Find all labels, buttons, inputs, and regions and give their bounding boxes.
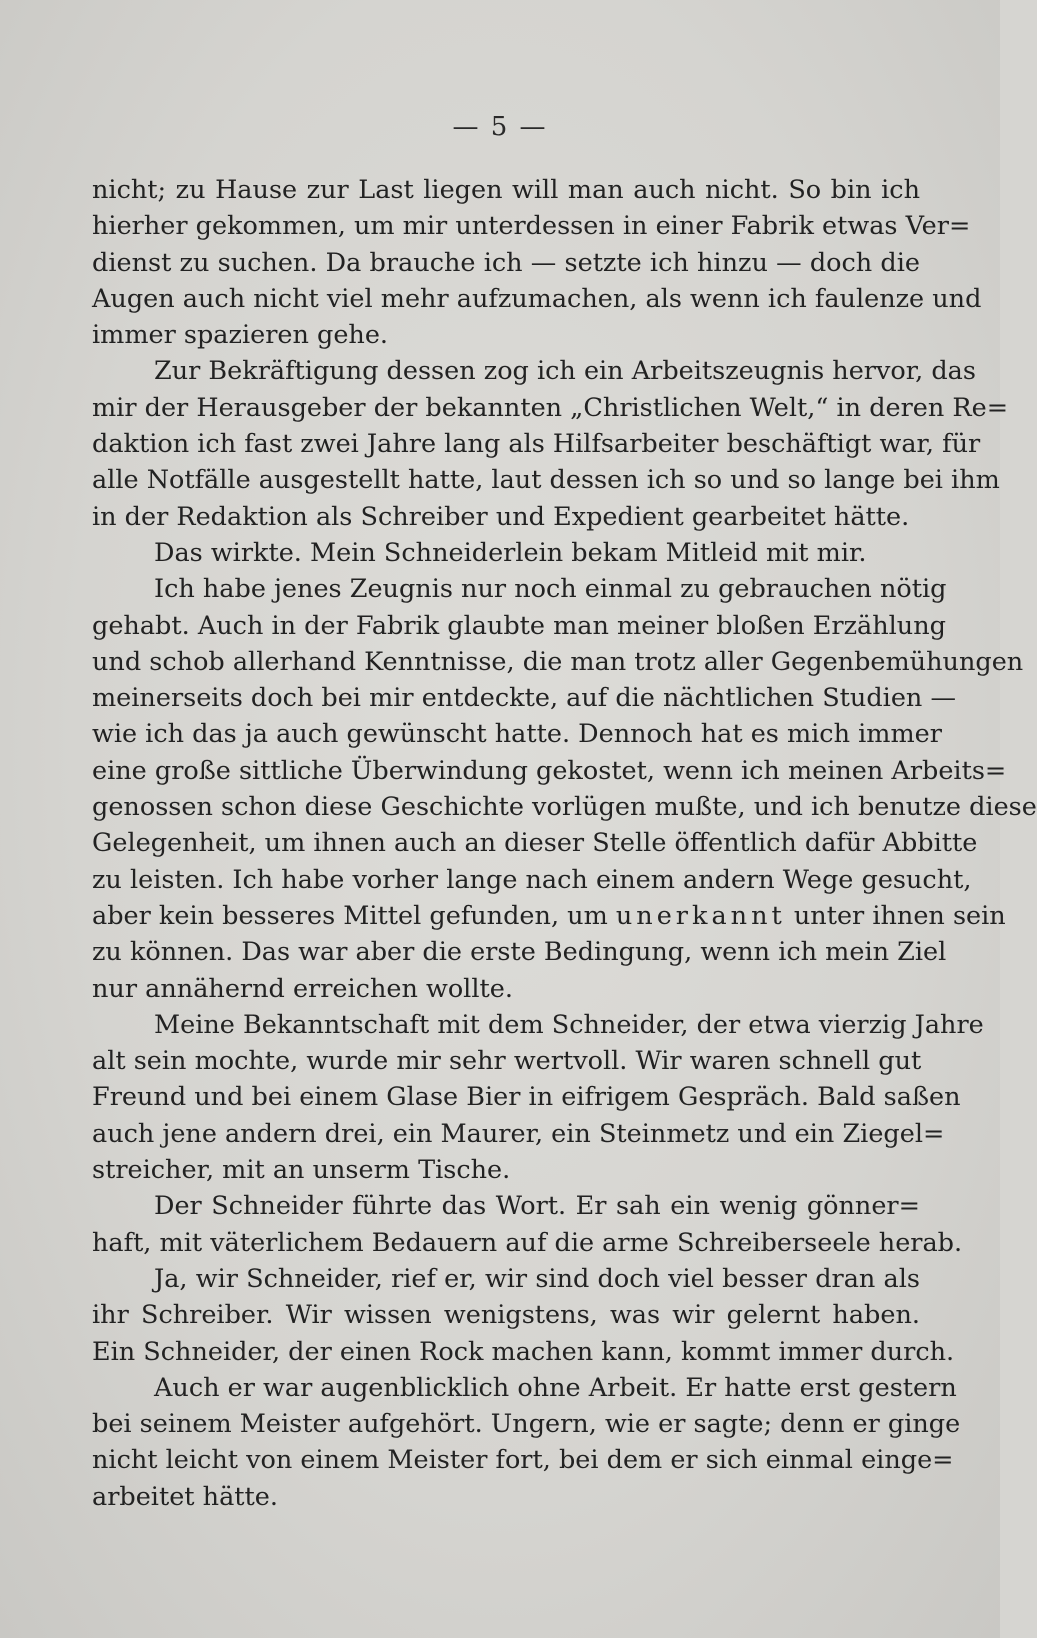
paragraph-start-line: Meine Bekanntschaft mit dem Schneider, der etwa vierzig Jahre bbox=[154, 1009, 984, 1040]
text-line-with-emphasis bbox=[92, 898, 1006, 934]
text-line: meinerseits doch bei mir entdeckte, auf die nächtlichen Studien — bbox=[92, 683, 956, 714]
text-line: dienst zu suchen. Da brauche ich — setzte ich hinzu — doch die bbox=[92, 247, 920, 278]
text-line: nicht leicht von einem Meister fort, bei dem er sich einmal einge= bbox=[92, 1445, 954, 1476]
text-line: Freund und bei einem Glase Bier in eifrigem Gespräch. Bald saßen bbox=[92, 1082, 961, 1113]
text-line: zu können. Das war aber die erste Bedingung, wenn ich mein Ziel bbox=[92, 937, 947, 968]
paragraph-start-line: Der Schneider führte das Wort. Er sah ein wenig gönner= bbox=[154, 1191, 920, 1222]
paragraph-start-line: Zur Bekräftigung dessen zog ich ein Arbeitszeugnis hervor, das bbox=[154, 356, 976, 387]
text-line: und schob allerhand Kenntnisse, die man trotz aller Gegenbemühungen bbox=[92, 646, 1024, 677]
text-line: ihr Schreiber. Wir wissen wenigstens, was wir gelernt haben. bbox=[92, 1300, 920, 1331]
text-line: Ein Schneider, der einen Rock machen kann, kommt immer durch. bbox=[92, 1336, 955, 1367]
text-line: in der Redaktion als Schreiber und Expedient gearbeitet hätte. bbox=[92, 501, 910, 532]
text-line: immer spazieren gehe. bbox=[92, 320, 389, 351]
line-start: aber kein besseres Mittel gefunden, um bbox=[92, 900, 608, 931]
line-end: unter ihnen sein bbox=[793, 900, 1006, 931]
text-line: wie ich das ja auch gewünscht hatte. Dennoch hat es mich immer bbox=[92, 719, 942, 750]
paragraph-start-line: Ich habe jenes Zeugnis nur noch einmal zu gebrauchen nötig bbox=[154, 574, 947, 605]
text-line: nicht; zu Hause zur Last liegen will man auch nicht. So bin ich bbox=[92, 175, 920, 205]
text-line: mir der Herausgeber der bekannten „Christlichen Welt,“ in deren Re= bbox=[92, 392, 1009, 423]
body-text bbox=[92, 172, 1037, 1515]
text-line: arbeitet hätte. bbox=[92, 1481, 278, 1512]
text-line: alt sein mochte, wurde mir sehr wertvoll. Wir waren schnell gut bbox=[92, 1046, 922, 1077]
spaced-emphasis: unerkannt bbox=[615, 900, 786, 931]
text-line: hierher gekommen, um mir unterdessen in einer Fabrik etwas Ver= bbox=[92, 211, 971, 242]
text-line: alle Notfälle ausgestellt hatte, laut dessen ich so und so lange bei ihm bbox=[92, 465, 1000, 496]
text-line: nur annähernd erreichen wollte. bbox=[92, 973, 513, 1004]
paragraph-start-line: Auch er war augenblicklich ohne Arbeit. Er hatte erst gestern bbox=[154, 1372, 957, 1403]
page-number: — 5 — bbox=[452, 112, 548, 142]
paragraph-start-line: Das wirkte. Mein Schneiderlein bekam Mitleid mit mir. bbox=[154, 537, 867, 568]
text-line: gehabt. Auch in der Fabrik glaubte man meiner bloßen Erzählung bbox=[92, 610, 946, 641]
text-line: daktion ich fast zwei Jahre lang als Hilfsarbeiter beschäftigt war, für bbox=[92, 429, 981, 460]
text-line: eine große sittliche Überwindung gekostet, wenn ich meinen Arbeits= bbox=[92, 755, 1007, 786]
text-line: auch jene andern drei, ein Maurer, ein Steinmetz und ein Ziegel= bbox=[92, 1118, 945, 1149]
text-line: bei seinem Meister aufgehört. Ungern, wie er sagte; denn er ginge bbox=[92, 1409, 961, 1440]
text-line: haft, mit väterlichem Bedauern auf die arme Schreiberseele herab. bbox=[92, 1227, 963, 1258]
text-line: streicher, mit an unserm Tische. bbox=[92, 1155, 511, 1186]
text-line: genossen schon diese Geschichte vorlügen mußte, und ich benutze diese bbox=[92, 792, 1037, 823]
text-line: Augen auch nicht viel mehr aufzumachen, als wenn ich faulenze und bbox=[92, 283, 982, 314]
text-line: Gelegenheit, um ihnen auch an dieser Stelle öffentlich dafür Abbitte bbox=[92, 828, 978, 859]
paragraph-start-line: Ja, wir Schneider, rief er, wir sind doch viel besser dran als bbox=[154, 1263, 920, 1294]
text-line: zu leisten. Ich habe vorher lange nach einem andern Wege gesucht, bbox=[92, 864, 972, 895]
